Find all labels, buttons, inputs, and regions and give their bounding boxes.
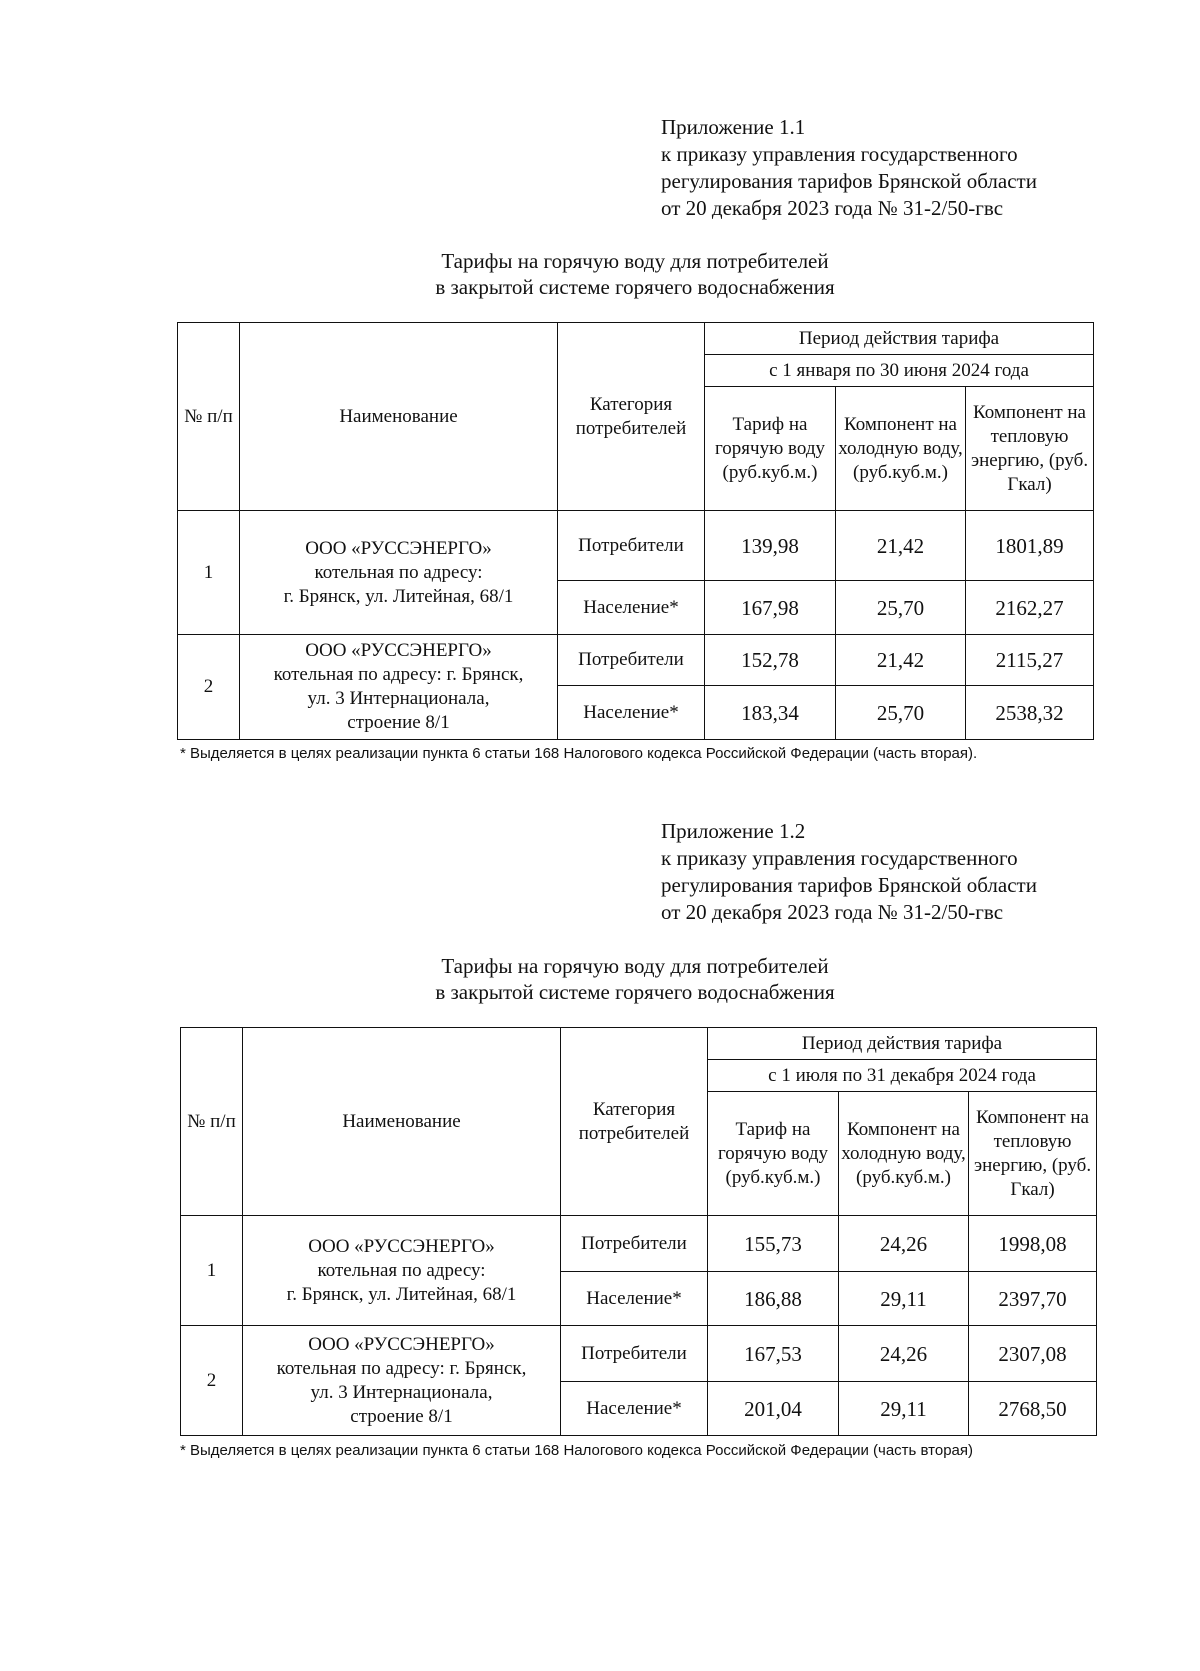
- heat-value: 2115,27: [966, 635, 1094, 686]
- heat-value: 1801,89: [966, 511, 1094, 581]
- appendix-ref-line: регулирования тарифов Брянской области: [661, 873, 1037, 897]
- category-population: Население*: [561, 1272, 708, 1326]
- appendix-date-line: от 20 декабря 2023 года № 31-2/50-гвс: [661, 900, 1004, 924]
- header-name: Наименование: [240, 323, 558, 511]
- appendix-ref-line: к приказу управления государственного: [661, 142, 1018, 166]
- header-heat: Компонент на тепловую энергию, (руб. Гкал): [969, 1092, 1097, 1216]
- table-title: Тарифы на горячую воду для потребителей в закрытой системе горячего водоснабжения: [435, 249, 835, 299]
- header-num: № п/п: [178, 323, 240, 511]
- cold-value: 25,70: [836, 581, 966, 635]
- header-period-label: Период действия тарифа: [705, 323, 1094, 355]
- category-consumers: Потребители: [561, 1326, 708, 1382]
- organization-name: ООО «РУССЭНЕРГО» котельная по адресу: г. Брянск, ул. 3 Интернационала, строение 8/1: [240, 635, 558, 740]
- header-cold: Компонент на холодную воду, (руб.куб.м.): [839, 1092, 969, 1216]
- header-num: № п/п: [181, 1028, 243, 1216]
- tariff-value: 186,88: [708, 1272, 839, 1326]
- category-consumers: Потребители: [558, 635, 705, 686]
- tariff-table: [177, 322, 1094, 740]
- table-title: Тарифы на горячую воду для потребителей в закрытой системе горячего водоснабжения: [435, 954, 835, 1004]
- cold-value: 29,11: [839, 1272, 969, 1326]
- header-category: Категория потребителей: [558, 323, 705, 511]
- cold-value: 21,42: [836, 635, 966, 686]
- header-category: Категория потребителей: [561, 1028, 708, 1216]
- row-number: 2: [181, 1326, 243, 1436]
- header-cold: Компонент на холодную воду, (руб.куб.м.): [836, 387, 966, 511]
- row-number: 2: [178, 635, 240, 740]
- header-tariff: Тариф на горячую воду (руб.куб.м.): [708, 1092, 839, 1216]
- heat-value: 1998,08: [969, 1216, 1097, 1272]
- appendix-date-line: от 20 декабря 2023 года № 31-2/50-гвс: [661, 196, 1004, 220]
- category-population: Население*: [558, 581, 705, 635]
- header-name: Наименование: [243, 1028, 561, 1216]
- category-population: Население*: [561, 1382, 708, 1436]
- tariff-value: 167,98: [705, 581, 836, 635]
- cold-value: 24,26: [839, 1216, 969, 1272]
- category-population: Население*: [558, 686, 705, 740]
- appendix-number: Приложение 1.2: [661, 819, 806, 843]
- cold-value: 25,70: [836, 686, 966, 740]
- category-consumers: Потребители: [561, 1216, 708, 1272]
- heat-value: 2538,32: [966, 686, 1094, 740]
- heat-value: 2768,50: [969, 1382, 1097, 1436]
- tariff-value: 167,53: [708, 1326, 839, 1382]
- organization-name: ООО «РУССЭНЕРГО» котельная по адресу: г. Брянск, ул. Литейная, 68/1: [240, 511, 558, 635]
- category-consumers: Потребители: [558, 511, 705, 581]
- appendix-header: [661, 114, 1037, 222]
- appendix-number: Приложение 1.1: [661, 115, 806, 139]
- organization-name: ООО «РУССЭНЕРГО» котельная по адресу: г. Брянск, ул. Литейная, 68/1: [243, 1216, 561, 1326]
- footnote: * Выделяется в целях реализации пункта 6 статьи 168 Налогового кодекса Российской Федерации (часть вторая).: [180, 745, 978, 762]
- tariff-value: 152,78: [705, 635, 836, 686]
- tariff-value: 201,04: [708, 1382, 839, 1436]
- cold-value: 29,11: [839, 1382, 969, 1436]
- tariff-value: 139,98: [705, 511, 836, 581]
- appendix-ref-line: регулирования тарифов Брянской области: [661, 169, 1037, 193]
- cold-value: 24,26: [839, 1326, 969, 1382]
- cold-value: 21,42: [836, 511, 966, 581]
- organization-name: ООО «РУССЭНЕРГО» котельная по адресу: г. Брянск, ул. 3 Интернационала, строение 8/1: [243, 1326, 561, 1436]
- header-tariff: Тариф на горячую воду (руб.куб.м.): [705, 387, 836, 511]
- heat-value: 2162,27: [966, 581, 1094, 635]
- heat-value: 2307,08: [969, 1326, 1097, 1382]
- appendix-ref-line: к приказу управления государственного: [661, 846, 1018, 870]
- row-number: 1: [178, 511, 240, 635]
- heat-value: 2397,70: [969, 1272, 1097, 1326]
- row-number: 1: [181, 1216, 243, 1326]
- tariff-value: 155,73: [708, 1216, 839, 1272]
- footnote: * Выделяется в целях реализации пункта 6 статьи 168 Налогового кодекса Российской Федерации (часть вторая): [180, 1442, 974, 1459]
- header-period-value: с 1 июля по 31 декабря 2024 года: [708, 1060, 1097, 1092]
- appendix-header: [661, 818, 1037, 926]
- tariff-value: 183,34: [705, 686, 836, 740]
- header-period-label: Период действия тарифа: [708, 1028, 1097, 1060]
- header-period-value: с 1 января по 30 июня 2024 года: [705, 355, 1094, 387]
- tariff-table: [180, 1027, 1097, 1436]
- header-heat: Компонент на тепловую энергию, (руб. Гкал): [966, 387, 1094, 511]
